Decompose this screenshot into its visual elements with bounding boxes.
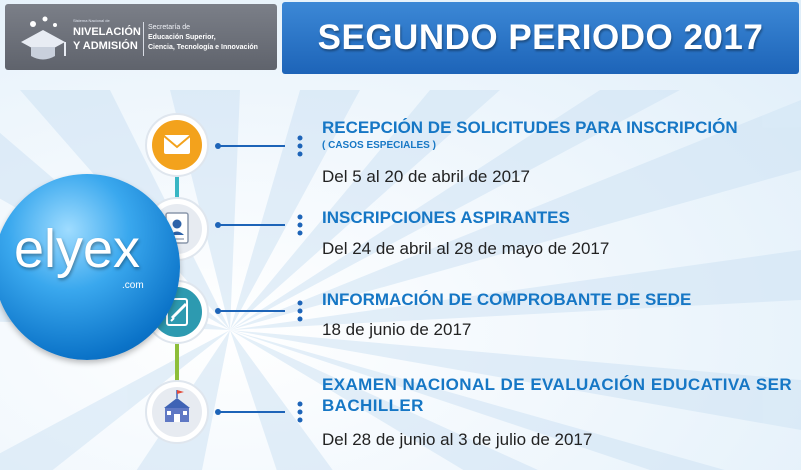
step-3-title: INFORMACIÓN DE COMPROBANTE DE SEDE bbox=[322, 290, 692, 309]
step-2-date: Del 24 de abril al 28 de mayo de 2017 bbox=[322, 239, 610, 258]
step-1-subtitle: ( CASOS ESPECIALES ) bbox=[322, 140, 436, 151]
step-1-title: RECEPCIÓN DE SOLICITUDES PARA INSCRIPCIÓN bbox=[322, 118, 738, 137]
connector-1 bbox=[215, 136, 303, 157]
step-2-title: INSCRIPCIONES ASPIRANTES bbox=[322, 208, 570, 227]
logo-nivelacion: NIVELACIÓN bbox=[73, 26, 141, 38]
logo-educacion: Educación Superior, bbox=[148, 34, 216, 41]
envelope-icon bbox=[146, 114, 208, 176]
logo-small-text: Sistema Nacional de bbox=[73, 18, 110, 23]
connector-3 bbox=[215, 301, 303, 322]
connector-4 bbox=[215, 402, 303, 423]
step-4-title: EXAMEN NACIONAL DE EVALUACIÓN EDUCATIVA SER BACHILLER bbox=[322, 375, 792, 415]
elyex-brand: elyex bbox=[14, 219, 141, 279]
school-building-icon bbox=[146, 381, 208, 443]
step-4-date: Del 28 de junio al 3 de julio de 2017 bbox=[322, 430, 593, 449]
logo-secretaria: Secretaría de bbox=[148, 24, 191, 31]
logo-ciencia: Ciencia, Tecnología e Innovación bbox=[148, 44, 258, 51]
elyex-domain: .com bbox=[122, 280, 144, 291]
step-3-date: 18 de junio de 2017 bbox=[322, 320, 472, 339]
page-title: SEGUNDO PERIODO 2017 bbox=[317, 18, 764, 57]
logo-admision: Y ADMISIÓN bbox=[73, 40, 138, 52]
connector-2 bbox=[215, 215, 303, 236]
step-1-date: Del 5 al 20 de abril de 2017 bbox=[322, 167, 530, 186]
